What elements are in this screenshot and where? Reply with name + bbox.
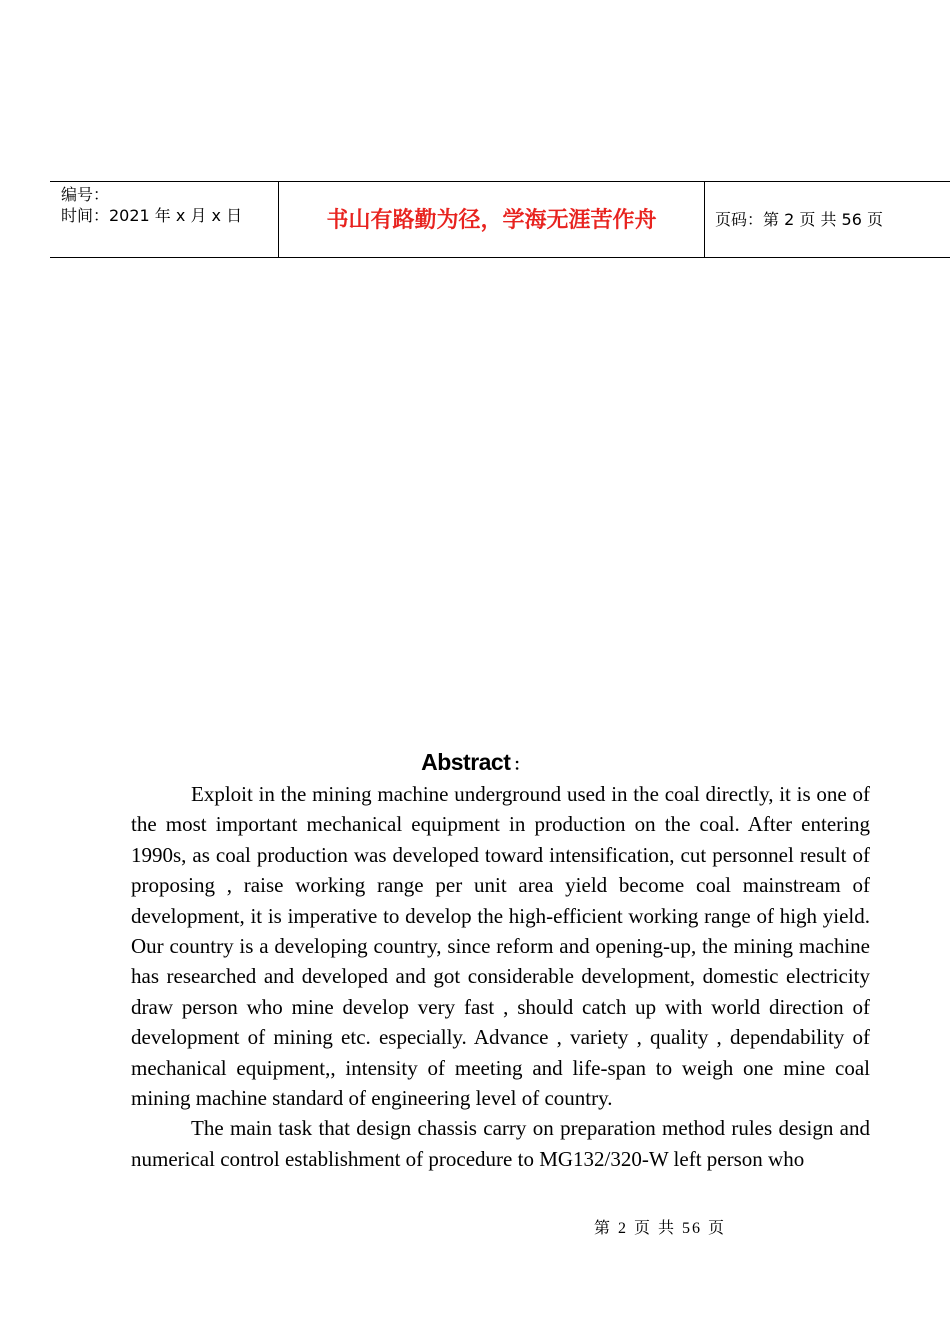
page-footer xyxy=(594,1218,726,1240)
header-motto-cell xyxy=(279,182,705,257)
document-header xyxy=(50,181,950,258)
motto-text: 书山有路勤为径，学海无涯苦作舟 xyxy=(326,208,657,233)
abstract-title: Abstract xyxy=(421,749,511,775)
header-page-cell xyxy=(705,182,950,257)
abstract-paragraph: The main task that design chassis carry on preparation method rules design and numerical control establishment of procedure to MG132/320-W left person who xyxy=(131,1116,870,1171)
abstract-body xyxy=(131,779,870,1174)
footer-suffix: 页 xyxy=(708,1220,727,1237)
footer-total-pages: 56 xyxy=(682,1220,703,1237)
footer-prefix: 第 xyxy=(594,1220,613,1237)
date-label: 时间：2021 年 x 月 x 日 xyxy=(61,206,243,225)
serial-number-label: 编号： xyxy=(61,185,110,204)
header-meta-cell xyxy=(50,182,279,257)
footer-current-page: 2 xyxy=(618,1220,629,1237)
page-number-label: 页码：第 2 页 共 56 页 xyxy=(715,210,883,229)
abstract-paragraph: Exploit in the mining machine underground used in the coal directly, it is one of the most important mechanical equipment in production on the coal. After entering 1990s, as coal production was developed toward intensification, cut personnel result of proposing , raise working range per unit area yield become coal mainstream of development, it is imperative to develop the high-efficient working range of high yield. Our country is a developing country, since reform and opening-up, the mining machine has researched and developed and got considerable development, domestic electricity draw person who mine develop very fast , should catch up with world direction of development of mining etc. especially. Advance , variety , quality , dependability of mechanical equipment,, intensity of meeting and life-span to weigh one mine coal mining machine standard of engineering level of country. xyxy=(131,782,870,1111)
abstract-heading xyxy=(0,747,950,781)
footer-middle: 页 共 xyxy=(634,1220,677,1237)
abstract-title-colon: ： xyxy=(513,757,529,774)
